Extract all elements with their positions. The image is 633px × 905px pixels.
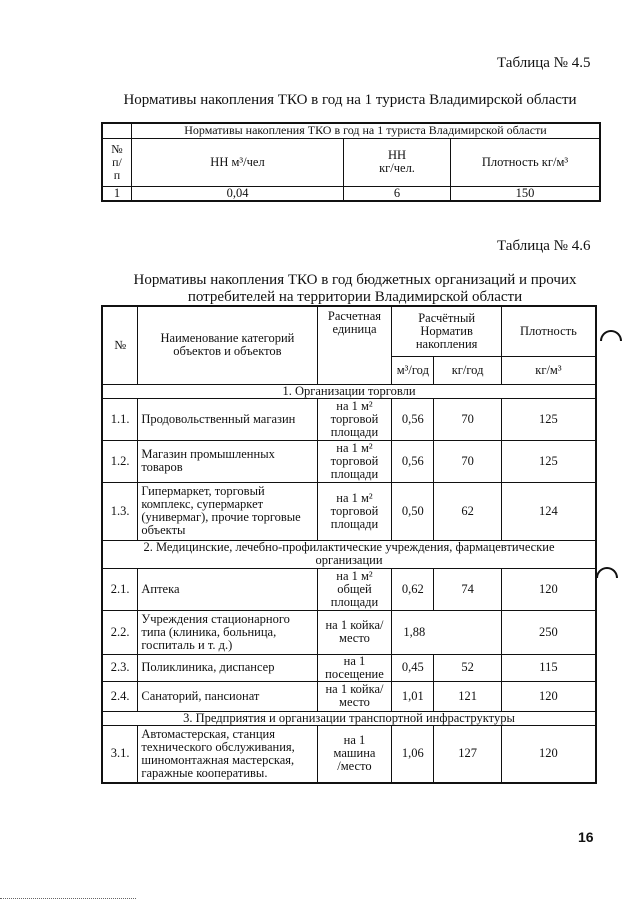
row-m3: 1,88: [392, 610, 501, 654]
row-m3: 0,56: [392, 440, 434, 482]
table-4-5-col-num: № п/ п: [102, 138, 132, 186]
col-unit-header: Расчетная единица: [317, 306, 392, 384]
row-density: 115: [501, 654, 596, 681]
section-title: 1. Организации торговли: [102, 384, 596, 398]
row-m3: 0,62: [392, 568, 434, 610]
row-kg: 121: [434, 681, 502, 711]
table-4-6: [101, 305, 597, 784]
row-m3: 0,56: [392, 398, 434, 440]
row-num: 2.2.: [102, 610, 138, 654]
table-4-6-heading: Нормативы накопления ТКО в год бюджетных организаций и прочих потребителей на территории Владимирской области: [133, 272, 577, 305]
row-m3: 1,06: [392, 725, 434, 783]
table-row: [102, 568, 596, 610]
col-density-header: Плотность: [501, 306, 596, 356]
row-num: 1.1.: [102, 398, 138, 440]
row-density: 250: [501, 610, 596, 654]
row-density: 120: [501, 725, 596, 783]
table-4-5-col-nn-kg: НН кг/чел.: [344, 138, 451, 186]
row-density: 124: [501, 482, 596, 540]
section-title: 3. Предприятия и организации транспортной инфраструктуры: [102, 711, 596, 725]
row-unit: на 1 м² общей площади: [317, 568, 392, 610]
row-name: Санаторий, пансионат: [138, 681, 317, 711]
table-4-5-col-density: Плотность кг/м³: [451, 138, 601, 186]
row-num: 3.1.: [102, 725, 138, 783]
table-4-5-caption: Таблица № 4.5: [497, 55, 591, 71]
row-unit: на 1 посещение: [317, 654, 392, 681]
table-row: [102, 440, 596, 482]
section-title: 2. Медицинские, лечебно-профилактические учреждения, фармацевтические организации: [102, 540, 596, 568]
row-name: Учреждения стационарного типа (клиника, больница, госпиталь и т. д.): [138, 610, 317, 654]
col-num-header: №: [102, 306, 138, 384]
footer-divider: [0, 898, 136, 899]
row-unit: на 1 койка/ место: [317, 681, 392, 711]
row-num: 2.3.: [102, 654, 138, 681]
row-name: Продовольственный магазин: [138, 398, 317, 440]
row-kg: 62: [434, 482, 502, 540]
table-4-5: [101, 122, 601, 202]
row-density: 120: [501, 681, 596, 711]
row-unit: на 1 машина /место: [317, 725, 392, 783]
row-m3: 0,45: [392, 654, 434, 681]
col-name-header: Наименование категорий объектов и объектов: [138, 306, 317, 384]
margin-arc-mark: [600, 330, 622, 341]
row-name: Аптека: [138, 568, 317, 610]
row-density: 125: [501, 398, 596, 440]
table-row: [102, 610, 596, 654]
row-kg: 70: [434, 398, 502, 440]
row-name: Поликлиника, диспансер: [138, 654, 317, 681]
table-row: [102, 725, 596, 783]
table-4-5-span-header: Нормативы накопления ТКО в год на 1 туриста Владимирской области: [132, 123, 601, 138]
row-name: Гипермаркет, торговый комплекс, супермаркет (универмаг), прочие торговые объекты: [138, 482, 317, 540]
table-4-5-row-num: 1: [102, 186, 132, 201]
row-name: Магазин промышленных товаров: [138, 440, 317, 482]
row-num: 1.3.: [102, 482, 138, 540]
col-kg-header: кг/год: [434, 356, 502, 384]
row-unit: на 1 м² торговой площади: [317, 398, 392, 440]
col-kgm3-header: кг/м³: [501, 356, 596, 384]
row-kg: 52: [434, 654, 502, 681]
table-4-5-row-density: 150: [451, 186, 601, 201]
col-norm-header: Расчётный Норматив накопления: [392, 306, 501, 356]
row-density: 125: [501, 440, 596, 482]
row-name: Автомастерская, станция технического обслуживания, шиномонтажная мастерская, гаражные кооперативы.: [138, 725, 317, 783]
row-m3: 1,01: [392, 681, 434, 711]
row-num: 2.1.: [102, 568, 138, 610]
row-kg: 127: [434, 725, 502, 783]
table-4-5-col-nn-m3: НН м³/чел: [132, 138, 344, 186]
page-number: 16: [578, 829, 594, 845]
table-row: [102, 681, 596, 711]
table-4-6-caption: Таблица № 4.6: [497, 238, 591, 254]
table-row: [102, 482, 596, 540]
col-m3-header: м³/год: [392, 356, 434, 384]
row-density: 120: [501, 568, 596, 610]
table-4-5-row-kg: 6: [344, 186, 451, 201]
table-4-5-row-m3: 0,04: [132, 186, 344, 201]
margin-arc-mark: [596, 567, 618, 578]
row-unit: на 1 койка/ место: [317, 610, 392, 654]
table-4-5-num-header-blank: [102, 123, 132, 138]
row-kg: 70: [434, 440, 502, 482]
table-4-5-heading: Нормативы накопления ТКО в год на 1 туриста Владимирской области: [123, 92, 577, 108]
row-m3: 0,50: [392, 482, 434, 540]
row-unit: на 1 м² торговой площади: [317, 482, 392, 540]
row-kg: 74: [434, 568, 502, 610]
row-num: 1.2.: [102, 440, 138, 482]
row-unit: на 1 м² торговой площади: [317, 440, 392, 482]
table-row: [102, 398, 596, 440]
table-row: [102, 654, 596, 681]
row-num: 2.4.: [102, 681, 138, 711]
